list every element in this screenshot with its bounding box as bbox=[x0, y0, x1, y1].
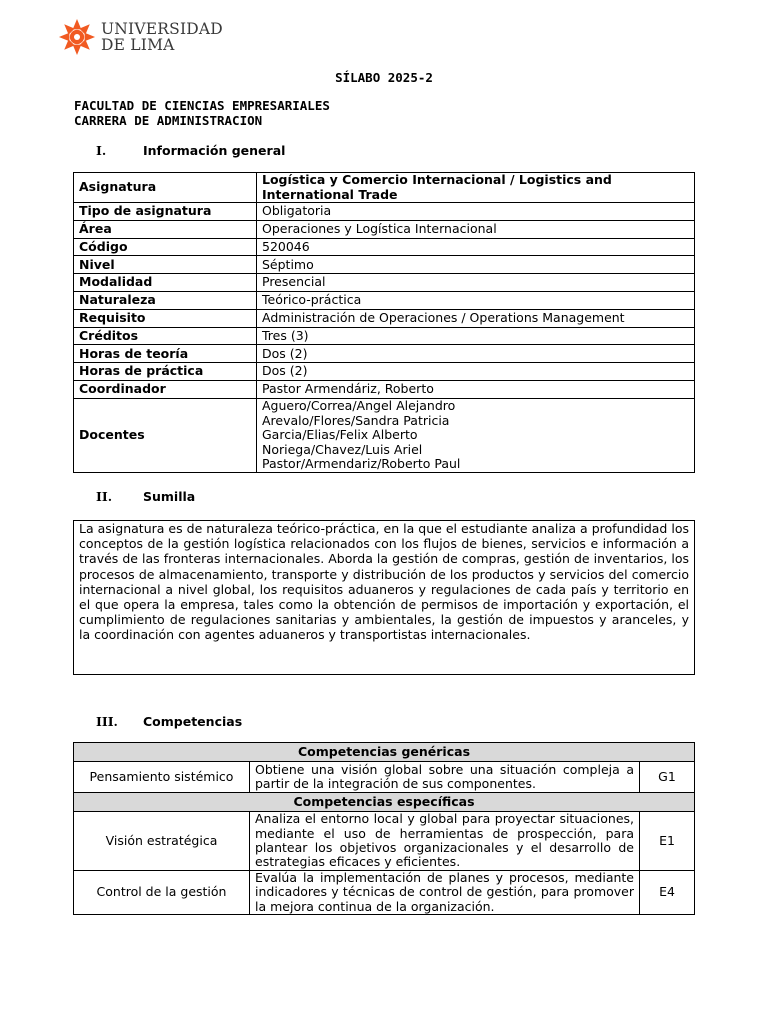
competency-row bbox=[74, 762, 695, 793]
row-label: Código bbox=[74, 238, 257, 256]
competencies-table bbox=[73, 742, 695, 915]
row-label: Docentes bbox=[74, 398, 257, 472]
info-row-docentes bbox=[74, 398, 695, 472]
row-value: 520046 bbox=[257, 238, 695, 256]
section-title: Competencias bbox=[143, 714, 243, 729]
row-label: Naturaleza bbox=[74, 291, 257, 309]
row-value: Administración de Operaciones / Operations Management bbox=[257, 309, 695, 327]
specific-competencies-header: Competencias específicas bbox=[74, 793, 695, 812]
logo-wordmark bbox=[101, 21, 223, 53]
info-row-naturaleza bbox=[74, 291, 695, 309]
university-logo bbox=[58, 18, 223, 56]
row-label: Requisito bbox=[74, 309, 257, 327]
section-heading-competencies bbox=[96, 714, 242, 729]
logo-line-2: DE LIMA bbox=[101, 36, 175, 54]
row-label: Coordinador bbox=[74, 380, 257, 398]
info-row-creditos bbox=[74, 327, 695, 345]
docente-name: Pastor/Armendariz/Roberto Paul bbox=[262, 456, 461, 472]
row-value: Operaciones y Logística Internacional bbox=[257, 220, 695, 238]
section-number: II. bbox=[96, 489, 113, 504]
summary-text: La asignatura es de naturaleza teórico-práctica, en la que el estudiante analiza a profundidad los conceptos de la gestión logística relacionados con los flujos de bienes, servicios e información a través de las fronteras internacionales. Aborda la gestión de compras, gestión de inventarios, los procesos de almacenamiento, transporte y distribución de los productos y servicios del comercio internacional a nivel global, los requisitos aduaneros y regulaciones de cada país y territorio en el que opera la empresa, tales como la obtención de permisos de importación y exportación, el cumplimiento de regulaciones sanitarias y ambientales, la gestión de impuestos y aranceles, y la coordinación con agentes aduaneros y transportistas internacionales. bbox=[73, 520, 695, 675]
docentes-list bbox=[257, 398, 695, 472]
generic-header-row bbox=[74, 743, 695, 762]
section-title: Sumilla bbox=[143, 489, 196, 504]
section-number: I. bbox=[96, 143, 107, 158]
docente-name: Arevalo/Flores/Sandra Patricia bbox=[262, 412, 450, 428]
info-row-nivel bbox=[74, 256, 695, 274]
section-number: III. bbox=[96, 714, 118, 729]
row-value: Dos (2) bbox=[257, 345, 695, 363]
row-value: Presencial bbox=[257, 274, 695, 292]
row-label: Nivel bbox=[74, 256, 257, 274]
info-row-area bbox=[74, 220, 695, 238]
competency-name: Pensamiento sistémico bbox=[74, 762, 250, 793]
competency-description: Analiza el entorno local y global para proyectar situaciones, mediante el uso de herramientas de prospección, para plantear los objetivos organizacionales y el desarrollo de estrategias eficaces y eficientes. bbox=[250, 812, 640, 871]
row-label: Área bbox=[74, 220, 257, 238]
info-row-tipo bbox=[74, 203, 695, 221]
row-value: Pastor Armendáriz, Roberto bbox=[257, 380, 695, 398]
row-value: Séptimo bbox=[257, 256, 695, 274]
star-flower-logo-icon bbox=[58, 18, 96, 56]
docente-name: Aguero/Correa/Angel Alejandro bbox=[262, 398, 456, 414]
competency-code: G1 bbox=[640, 762, 695, 793]
competency-name: Control de la gestión bbox=[74, 871, 250, 915]
competency-row bbox=[74, 812, 695, 871]
row-value: Tres (3) bbox=[257, 327, 695, 345]
info-row-modalidad bbox=[74, 274, 695, 292]
row-label: Créditos bbox=[74, 327, 257, 345]
row-label: Modalidad bbox=[74, 274, 257, 292]
section-heading-summary bbox=[96, 489, 195, 504]
row-label: Horas de teoría bbox=[74, 345, 257, 363]
document-title: SÍLABO 2025-2 bbox=[335, 70, 433, 85]
row-label: Tipo de asignatura bbox=[74, 203, 257, 221]
faculty-block bbox=[74, 98, 330, 128]
career-name: CARRERA DE ADMINISTRACION bbox=[74, 113, 263, 128]
competency-description: Evalúa la implementación de planes y procesos, mediante indicadores y técnicas de control de gestión, para promover la mejora continua de la organización. bbox=[250, 871, 640, 915]
info-row-requisito bbox=[74, 309, 695, 327]
general-info-table bbox=[73, 172, 695, 473]
faculty-name: FACULTAD DE CIENCIAS EMPRESARIALES bbox=[74, 98, 330, 113]
competency-description: Obtiene una visión global sobre una situación compleja a partir de la integración de sus componentes. bbox=[250, 762, 640, 793]
info-row-horas-practica bbox=[74, 363, 695, 381]
competency-code: E1 bbox=[640, 812, 695, 871]
row-value: Obligatoria bbox=[257, 203, 695, 221]
row-label: Horas de práctica bbox=[74, 363, 257, 381]
info-row-coordinador bbox=[74, 380, 695, 398]
competency-name: Visión estratégica bbox=[74, 812, 250, 871]
docente-name: Noriega/Chavez/Luis Ariel bbox=[262, 441, 423, 457]
section-heading-info bbox=[96, 143, 285, 158]
info-row-horas-teoria bbox=[74, 345, 695, 363]
section-title: Información general bbox=[143, 143, 286, 158]
docente-name: Garcia/Elias/Felix Alberto bbox=[262, 427, 418, 443]
generic-competencies-header: Competencias genéricas bbox=[74, 743, 695, 762]
row-value: Logística y Comercio Internacional / Logistics and International Trade bbox=[257, 173, 695, 203]
competency-code: E4 bbox=[640, 871, 695, 915]
competency-row bbox=[74, 871, 695, 915]
row-value: Dos (2) bbox=[257, 363, 695, 381]
row-value: Teórico-práctica bbox=[257, 291, 695, 309]
specific-header-row bbox=[74, 793, 695, 812]
info-row-asignatura bbox=[74, 173, 695, 203]
logo-line-1: UNIVERSIDAD bbox=[101, 20, 223, 38]
info-row-codigo bbox=[74, 238, 695, 256]
row-label: Asignatura bbox=[74, 173, 257, 203]
